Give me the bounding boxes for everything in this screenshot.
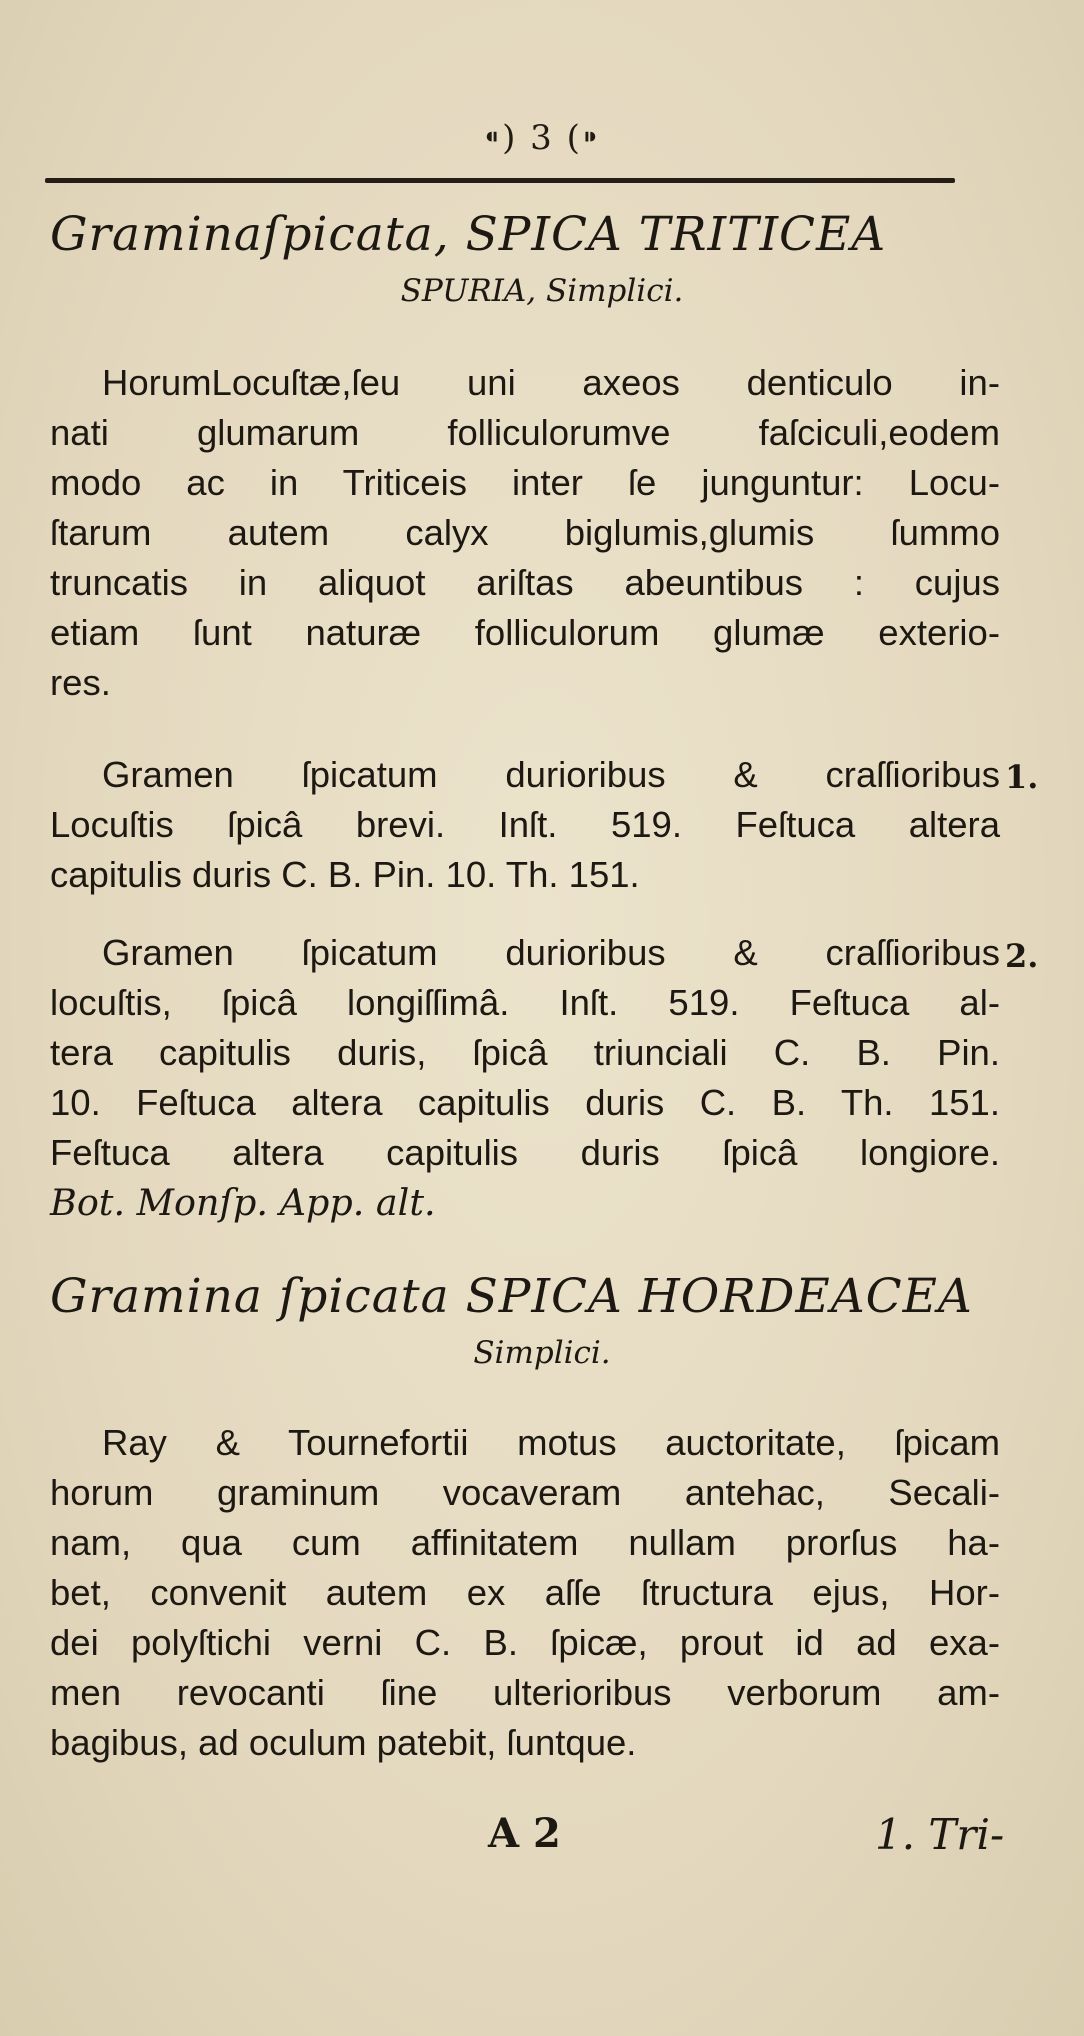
paragraph-triticea-description [50,358,1000,708]
text-line: locuſtis, ſpicâ longiſſimâ. Inſt. 519. Feſtuca al- [50,982,1000,1023]
section-title-hordeacea: Gramina ſpicata SPICA HORDEACEA [50,1269,973,1324]
text-line: Ray & Tournefortii motus auctoritate, ſpicam [102,1422,1000,1463]
text-line: nati glumarum folliculorumve faſciculi,eodem [50,412,1000,453]
text-line: HorumLocuſtæ,ſeu uni axeos denticulo in- [102,362,1000,403]
text-line: ſtarum autem calyx biglumis,glumis ſummo [50,512,1000,553]
section-subtitle-hordeacea: Simplici. [473,1335,611,1371]
signature-mark: A 2 [488,1810,561,1857]
section-title-triticea: Graminaſpicata, SPICA TRITICEA [50,207,887,262]
page-header: ⁌) 3 (⁍ [483,118,601,158]
text-line: modo ac in Triticeis inter ſe junguntur: Locu- [50,462,1000,503]
catchword: 1. Tri- [875,1810,1005,1859]
text-line: res. [50,662,111,703]
entry-2 [50,928,1000,1228]
text-line: Gramen ſpicatum durioribus & craſſioribus [102,932,1000,973]
margin-number-2: 2. [1005,937,1039,975]
text-line: Locuſtis ſpicâ brevi. Inſt. 519. Feſtuca altera [50,804,1000,845]
text-line: etiam ſunt naturæ folliculorum glumæ exterio- [50,612,1000,653]
text-line: Bot. Monſp. App. alt. [50,1181,436,1224]
text-line: men revocanti ſine ulterioribus verborum am- [50,1672,1000,1713]
header-rule [45,178,955,183]
text-line: capitulis duris C. B. Pin. 10. Th. 151. [50,854,640,895]
text-line: dei polyſtichi verni C. B. ſpicæ, prout id ad exa- [50,1622,1000,1663]
text-line: nam, qua cum affinitatem nullam prorſus ha- [50,1522,1000,1563]
text-line: horum graminum vocaveram antehac, Secali- [50,1472,1000,1513]
text-line: bagibus, ad oculum patebit, ſuntque. [50,1722,637,1763]
text-line: tera capitulis duris, ſpicâ triunciali C. B. Pin. [50,1032,1000,1073]
text-line: truncatis in aliquot ariſtas abeuntibus : cujus [50,562,1000,603]
margin-number-1: 1. [1005,758,1039,796]
text-line: Gramen ſpicatum durioribus & craſſioribus [102,754,1000,795]
text-line: 10. Feſtuca altera capitulis duris C. B. Th. 151. [50,1082,1000,1123]
entry-1 [50,750,1000,900]
text-line: Feſtuca altera capitulis duris ſpicâ longiore. [50,1132,1000,1173]
section-subtitle-triticea: SPURIA, Simplici. [400,273,684,309]
paragraph-hordeacea-description [50,1418,1000,1768]
text-line: bet, convenit autem ex aſſe ſtructura ejus, Hor- [50,1572,1000,1613]
